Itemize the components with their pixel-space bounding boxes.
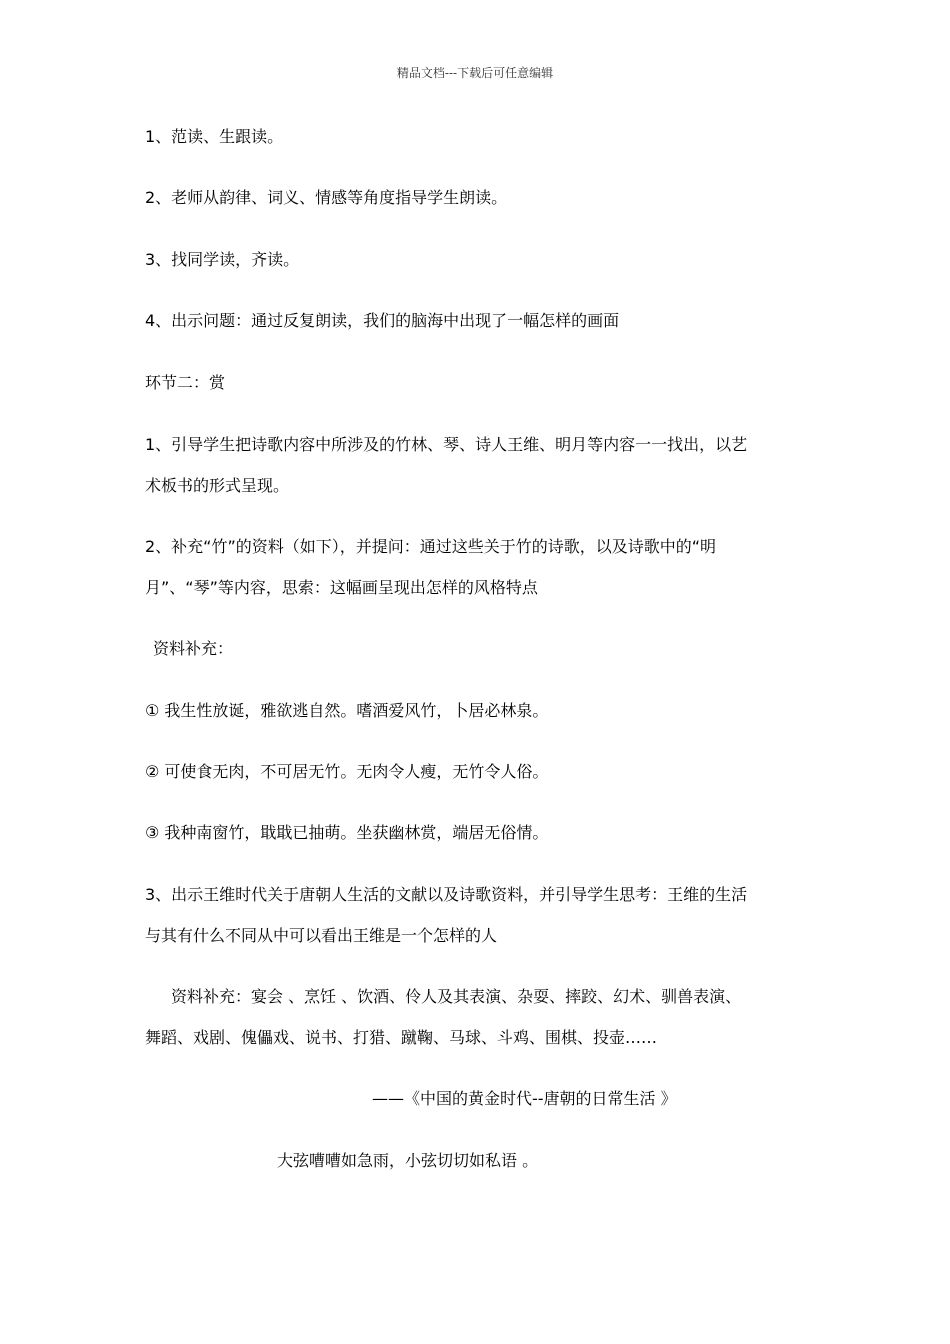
step-1-text: 1、范读、生跟读。 (145, 127, 284, 146)
appreciate-step-3-line-1: 3、出示王维时代关于唐朝人生活的文献以及诗歌资料，并引导学生思考：王维的生活 (145, 885, 748, 904)
tang-life-supplement-line-1: 资料补充：宴会 、烹饪 、饮酒、伶人及其表演、杂耍、摔跤、幻术、驯兽表演、 (171, 987, 742, 1006)
section-heading: 环节二：赏 (145, 373, 226, 392)
appreciate-step-1-line-1: 1、引导学生把诗歌内容中所涉及的竹林、琴、诗人王维、明月等内容一一找出，以艺 (145, 435, 748, 454)
appreciate-step-2-line-2: 月”、“琴”等内容，思索：这幅画呈现出怎样的风格特点 (145, 578, 538, 597)
appreciate-step-2-line-1: 2、补充“竹”的资料（如下），并提问：通过这些关于竹的诗歌，以及诗歌中的“明 (145, 537, 717, 556)
appreciate-step-3-line-2: 与其有什么不同从中可以看出王维是一个怎样的人 (145, 926, 498, 945)
step-2-text: 2、老师从韵律、词义、情感等角度指导学生朗读。 (145, 188, 508, 207)
poem-line: 大弦嘈嘈如急雨，小弦切切如私语 。 (277, 1151, 539, 1170)
quote-1: ① 我生性放诞，雅欲逃自然。嗜酒爱风竹，卜居必林泉。 (145, 701, 549, 720)
quote-3: ③ 我种南窗竹，戢戢已抽萌。坐获幽林赏，端居无俗情。 (145, 823, 549, 842)
quote-2: ② 可使食无肉，不可居无竹。无肉令人瘦，无竹令人俗。 (145, 762, 549, 781)
appreciate-step-1-line-2: 术板书的形式呈现。 (145, 476, 290, 495)
step-3-text: 3、找同学读，齐读。 (145, 250, 300, 269)
supplement-label: 资料补充： (153, 639, 234, 658)
page-header: 精品文档---下载后可任意编辑 (396, 66, 554, 80)
source-citation: ——《中国的黄金时代--唐朝的日常生活 》 (372, 1089, 677, 1108)
tang-life-supplement-line-2: 舞蹈、戏剧、傀儡戏、说书、打猎、蹴鞠、马球、斗鸡、围棋、投壶…… (145, 1028, 658, 1047)
step-4-text: 4、出示问题：通过反复朗读，我们的脑海中出现了一幅怎样的画面 (145, 311, 620, 330)
